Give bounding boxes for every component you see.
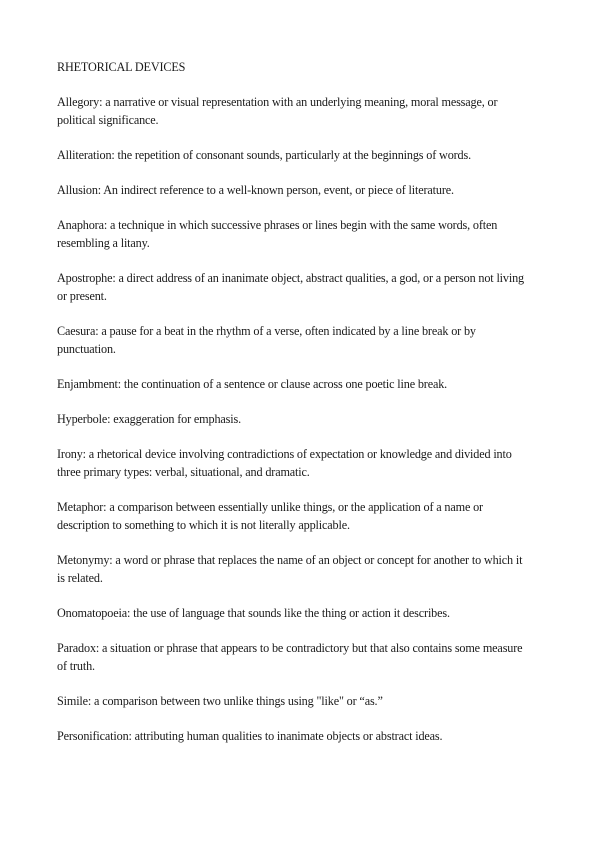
definition-alliteration: Alliteration: the repetition of consonant sounds, particularly at the beginnings of words.	[57, 148, 471, 162]
document-title: RHETORICAL DEVICES	[57, 60, 186, 74]
definition-apostrophe: Apostrophe: a direct address of an inanimate object, abstract qualities, a god, or a person not living or present.	[57, 271, 524, 303]
definition-irony: Irony: a rhetorical device involving contradictions of expectation or knowledge and divided into three primary types: verbal, situational, and dramatic.	[57, 447, 512, 479]
definition-simile: Simile: a comparison between two unlike things using "like" or “as.”	[57, 694, 383, 708]
document-body	[57, 58, 527, 762]
definition-allusion: Allusion: An indirect reference to a well-known person, event, or piece of literature.	[57, 183, 454, 197]
definition-caesura: Caesura: a pause for a beat in the rhythm of a verse, often indicated by a line break or by punctuation.	[57, 324, 476, 356]
definition-metaphor: Metaphor: a comparison between essentially unlike things, or the application of a name or description to something to which it is not literally applicable.	[57, 500, 483, 532]
definition-enjambment: Enjambment: the continuation of a sentence or clause across one poetic line break.	[57, 377, 448, 391]
definition-personification: Personification: attributing human qualities to inanimate objects or abstract ideas.	[57, 729, 443, 743]
definition-metonymy: Metonymy: a word or phrase that replaces the name of an object or concept for another to which it is related.	[57, 553, 523, 585]
definition-anaphora: Anaphora: a technique in which successive phrases or lines begin with the same words, often resembling a litany.	[57, 218, 498, 250]
definition-onomatopoeia: Onomatopoeia: the use of language that sounds like the thing or action it describes.	[57, 606, 450, 620]
definition-allegory: Allegory: a narrative or visual representation with an underlying meaning, moral message, or political significance.	[57, 95, 498, 127]
definition-paradox: Paradox: a situation or phrase that appears to be contradictory but that also contains some measure of truth.	[57, 641, 523, 673]
definition-hyperbole: Hyperbole: exaggeration for emphasis.	[57, 412, 241, 426]
